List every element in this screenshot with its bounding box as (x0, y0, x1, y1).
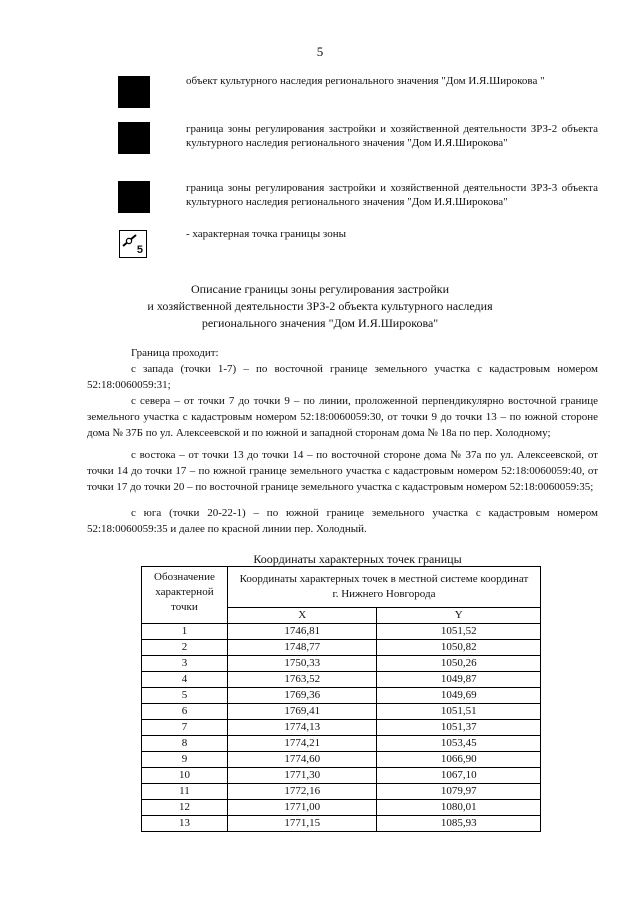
y-cell: 1049,69 (377, 688, 541, 704)
col-point-header: Обозначение характерной точки (142, 567, 228, 624)
point-cell: 2 (142, 640, 228, 656)
y-cell: 1080,01 (377, 800, 541, 816)
x-cell: 1772,16 (227, 784, 377, 800)
x-cell: 1774,60 (227, 752, 377, 768)
table-row (142, 704, 541, 720)
point-cell: 8 (142, 736, 228, 752)
black-square-icon (118, 122, 150, 154)
table-row (142, 656, 541, 672)
description-intro: Граница проходит: (131, 347, 219, 359)
y-cell: 1051,52 (377, 624, 541, 640)
legend-item-cultural-heritage: объект культурного наследия регионального значения "Дом И.Я.Широкова " (186, 75, 545, 87)
y-cell: 1066,90 (377, 752, 541, 768)
y-cell: 1067,10 (377, 768, 541, 784)
legend-item-boundary-point: - характерная точка границы зоны (186, 228, 346, 240)
description-south: с юга (точки 20-22-1) – по южной границе земельного участка с кадастровым номером 52:18:0060059:35 и далее по красной линии пер. Холодный. (87, 507, 598, 535)
point-cell: 12 (142, 800, 228, 816)
table-row (142, 736, 541, 752)
marker-number: 5 (136, 244, 143, 256)
point-cell: 1 (142, 624, 228, 640)
y-cell: 1050,82 (377, 640, 541, 656)
table-row (142, 784, 541, 800)
section-heading (0, 281, 640, 332)
table-caption: Координаты характерных точек границы (253, 552, 462, 566)
x-cell: 1769,41 (227, 704, 377, 720)
description-north: с севера – от точки 7 до точки 9 – по линии, проложенной перпендикулярно восточной границе земельного участка с кадастровым номером 52:18:0060059:30, от точки 9 до точки 13 – по южной стороне дома № 37Б по ул. Алексеевской и по южной и западной сторонам дома № 18а по пер. Холодному; (87, 395, 598, 439)
x-cell: 1769,36 (227, 688, 377, 704)
x-cell: 1774,21 (227, 736, 377, 752)
table-row (142, 752, 541, 768)
point-cell: 10 (142, 768, 228, 784)
coordinates-group-header: Координаты характерных точек в местной системе координат г. Нижнего Новгорода (227, 567, 540, 608)
x-cell: 1771,30 (227, 768, 377, 784)
table-row (142, 640, 541, 656)
table-row (142, 800, 541, 816)
x-cell: 1750,33 (227, 656, 377, 672)
col-x-header: X (227, 608, 377, 624)
black-square-icon (118, 181, 150, 213)
x-cell: 1763,52 (227, 672, 377, 688)
y-cell: 1049,87 (377, 672, 541, 688)
legend-item-zrz3-boundary: граница зоны регулирования застройки и хозяйственной деятельности ЗРЗ-3 объекта культурного наследия регионального значения "Дом И.Я.Широкова" (186, 182, 598, 208)
table-row (142, 816, 541, 832)
y-cell: 1053,45 (377, 736, 541, 752)
y-cell: 1050,26 (377, 656, 541, 672)
point-cell: 11 (142, 784, 228, 800)
description-east: с востока – от точки 13 до точки 14 – по восточной стороне дома № 37а по ул. Алексеевской, от точки 14 до точки 17 – по южной границе земельного участка с кадастровым номером 52:18:0060059:40, от точки 17 до точки 20 – по восточной границе земельного участка с кадастровым номером 52:18:0060059:35; (87, 449, 598, 493)
point-cell: 6 (142, 704, 228, 720)
point-cell: 5 (142, 688, 228, 704)
heading-line-1: Описание границы зоны регулирования застройки (191, 282, 449, 296)
table-row (142, 688, 541, 704)
heading-line-3: регионального значения "Дом И.Я.Широкова" (201, 316, 439, 330)
point-cell: 3 (142, 656, 228, 672)
heading-line-2: и хозяйственной деятельности ЗРЗ-2 объекта культурного наследия (147, 299, 493, 313)
black-square-icon (118, 76, 150, 108)
y-cell: 1051,37 (377, 720, 541, 736)
description-west: с запада (точки 1-7) – по восточной границе земельного участка с кадастровым номером 52:18:0060059:31; (87, 363, 598, 391)
x-cell: 1748,77 (227, 640, 377, 656)
x-cell: 1746,81 (227, 624, 377, 640)
y-cell: 1051,51 (377, 704, 541, 720)
boundary-point-marker-icon (119, 230, 147, 258)
col-y-header: Y (377, 608, 541, 624)
point-cell: 9 (142, 752, 228, 768)
table-row (142, 624, 541, 640)
x-cell: 1771,00 (227, 800, 377, 816)
table-row (142, 672, 541, 688)
legend-item-zrz2-boundary: граница зоны регулирования застройки и хозяйственной деятельности ЗРЗ-2 объекта культурного наследия регионального значения "Дом И.Я.Широкова" (186, 123, 598, 149)
x-cell: 1774,13 (227, 720, 377, 736)
table-row (142, 768, 541, 784)
table-row (142, 720, 541, 736)
coordinates-table-body (142, 624, 541, 832)
page-number: 5 (316, 44, 324, 59)
y-cell: 1079,97 (377, 784, 541, 800)
point-cell: 7 (142, 720, 228, 736)
y-cell: 1085,93 (377, 816, 541, 832)
point-cell: 4 (142, 672, 228, 688)
coordinates-table (141, 566, 541, 832)
x-cell: 1771,15 (227, 816, 377, 832)
point-cell: 13 (142, 816, 228, 832)
